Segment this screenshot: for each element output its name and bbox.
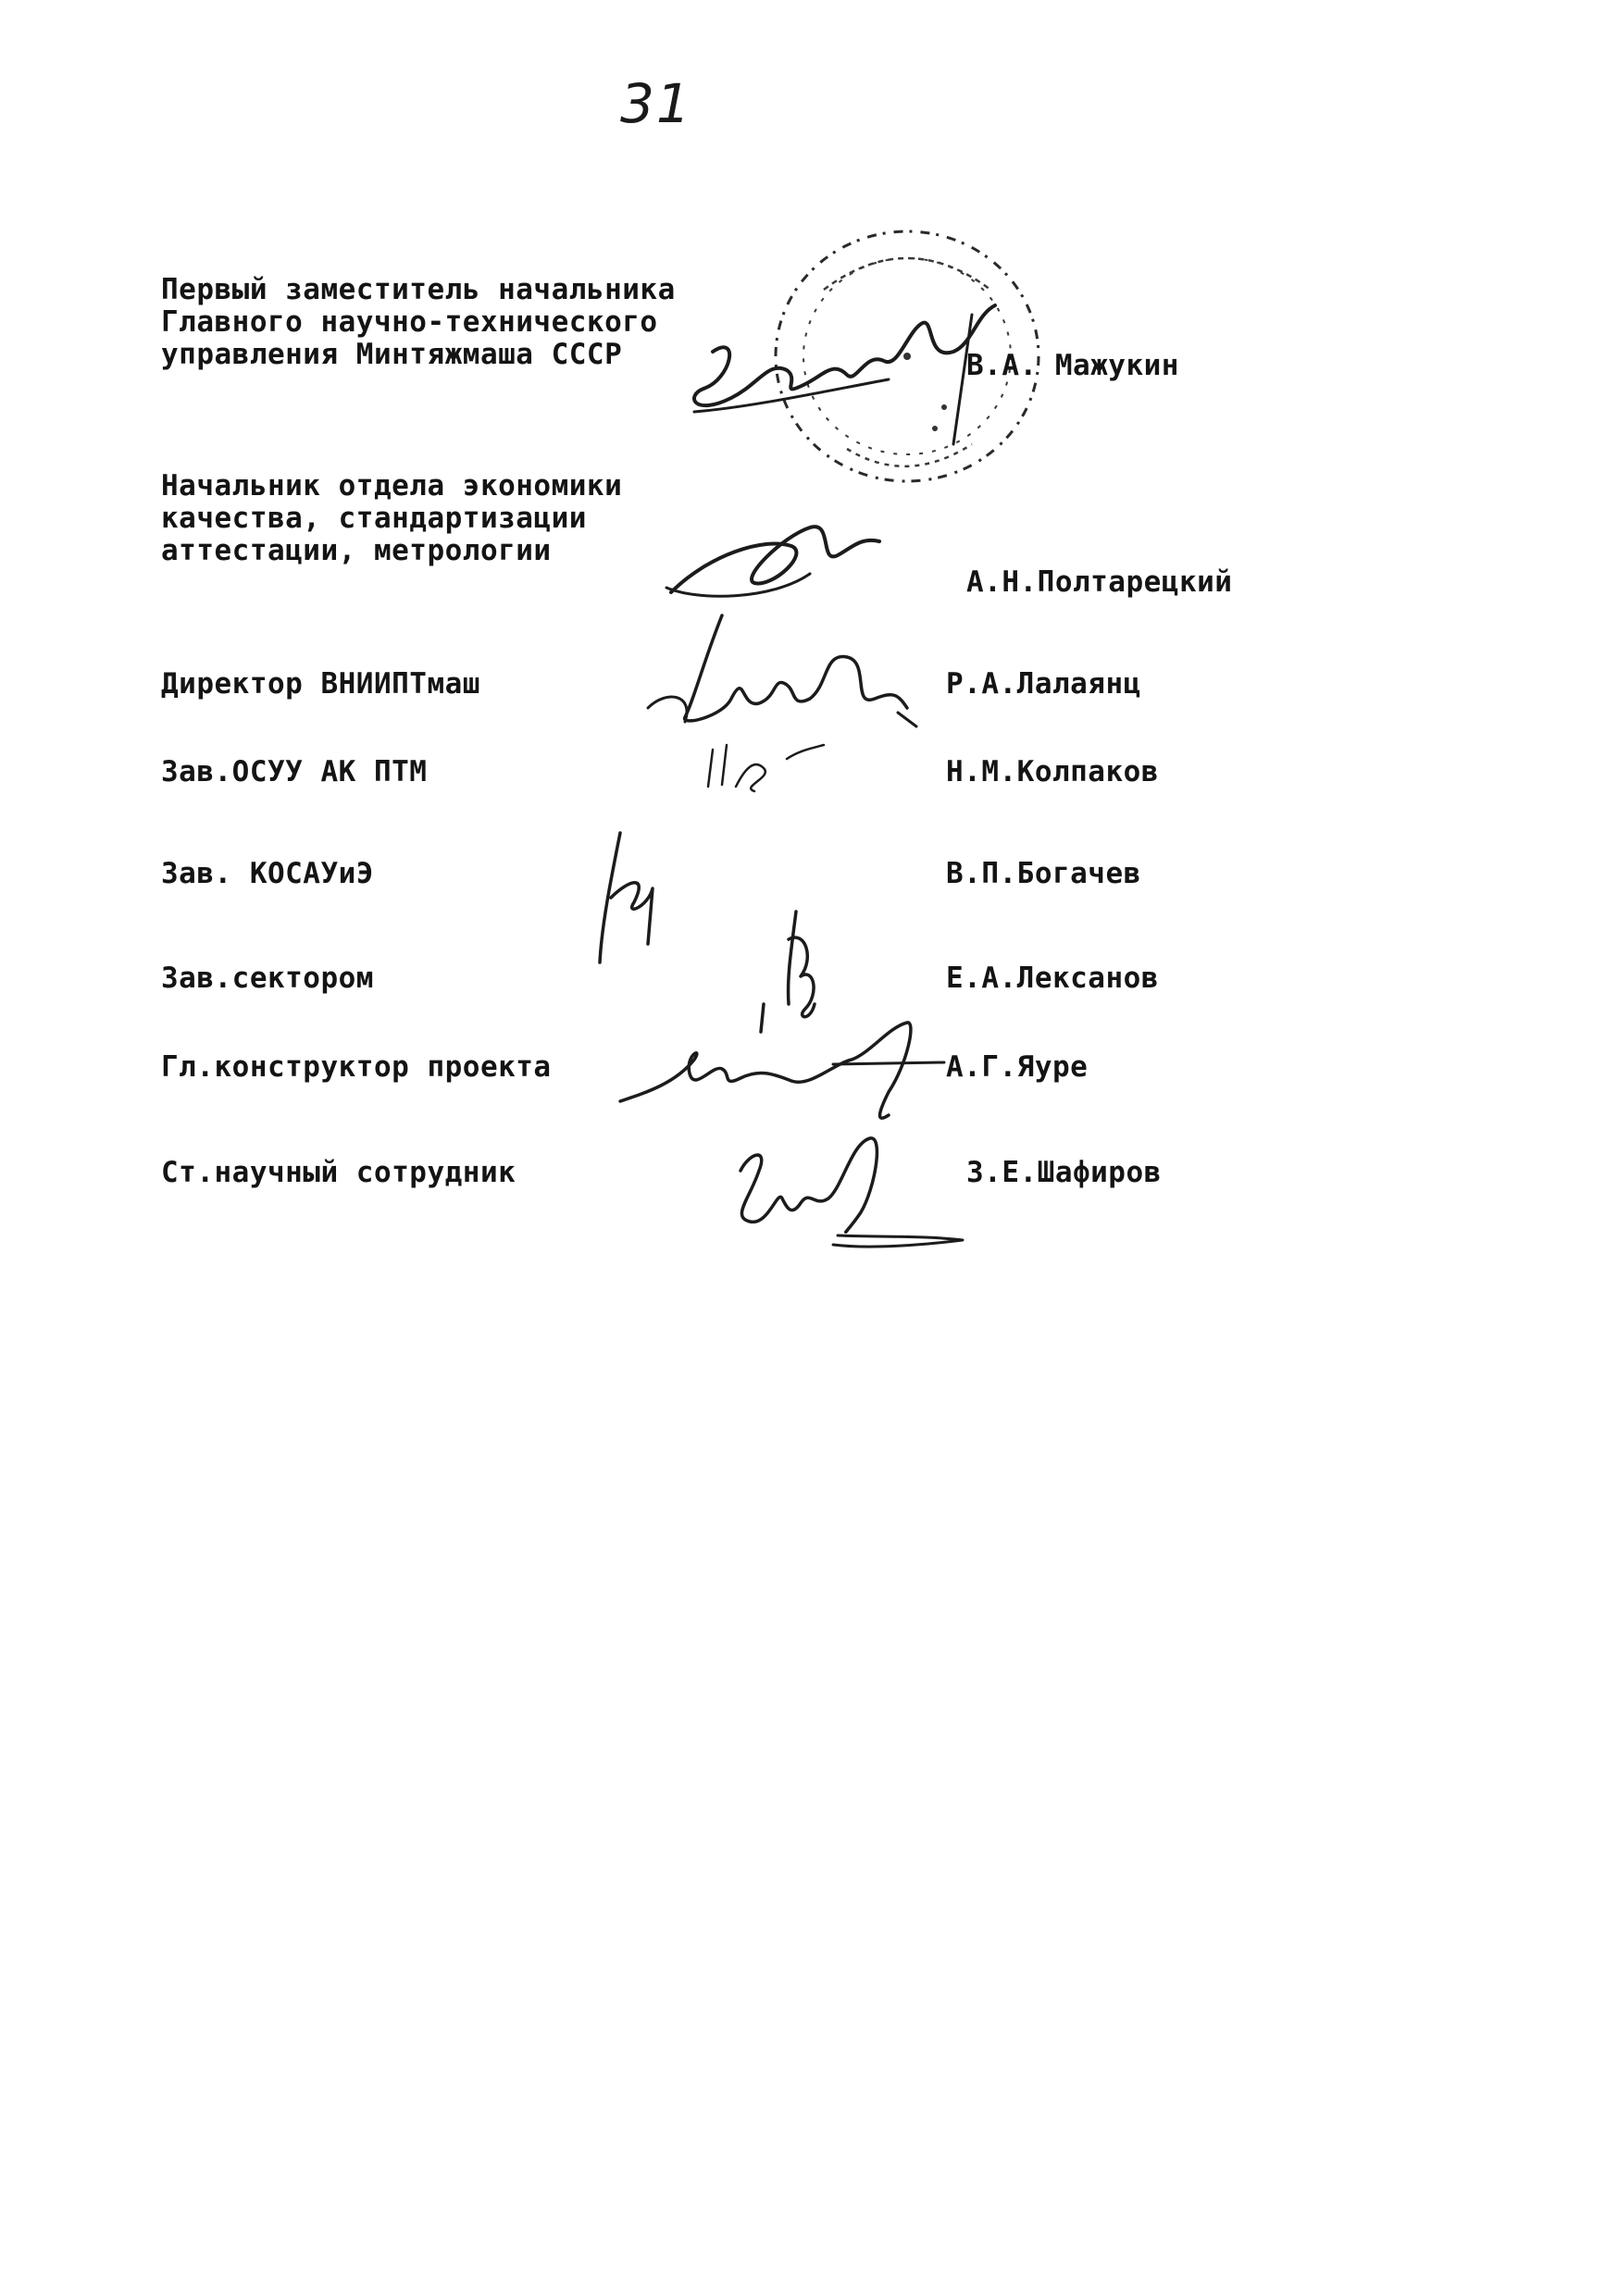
position-5: Зав. КОСАУиЭ <box>161 857 374 890</box>
name-3: Р.А.Лалаянц <box>946 667 1141 701</box>
name-5: В.П.Богачев <box>946 857 1141 890</box>
position-2-line-3: аттестации, метрологии <box>161 534 552 567</box>
name-8: З.Е.Шафиров <box>966 1156 1162 1189</box>
signature-5 <box>583 824 676 972</box>
signature-7 <box>611 1009 944 1129</box>
signature-2 <box>653 500 912 611</box>
position-1-line-1: Первый заместитель начальника <box>161 273 676 306</box>
position-3: Директор ВНИИПТмаш <box>161 667 480 701</box>
position-6: Зав.сектором <box>161 962 374 995</box>
name-7: А.Г.Яуре <box>946 1050 1089 1084</box>
position-2-line-2: качества, стандартизации <box>161 502 587 535</box>
position-2-line-1: Начальник отдела экономики <box>161 469 623 503</box>
signature-8 <box>713 1134 990 1254</box>
position-7: Гл.конструктор проекта <box>161 1050 552 1084</box>
name-6: Е.А.Лексанов <box>946 962 1159 995</box>
position-2 <box>161 470 622 567</box>
position-1 <box>161 274 676 371</box>
name-2: А.Н.Полтарецкий <box>966 565 1233 599</box>
position-4: Зав.ОСУУ АК ПТМ <box>161 755 428 788</box>
page-number: 31 <box>620 72 692 135</box>
signature-4 <box>699 731 838 805</box>
position-1-line-2: Главного научно-технического <box>161 305 658 339</box>
name-1: В.А. Мажукин <box>966 349 1179 382</box>
signature-1 <box>676 296 1009 435</box>
position-1-line-3: управления Минтяжмаша СССР <box>161 338 623 371</box>
name-4: Н.М.Колпаков <box>946 755 1159 788</box>
position-8: Ст.научный сотрудник <box>161 1156 517 1189</box>
signature-3 <box>629 606 935 736</box>
